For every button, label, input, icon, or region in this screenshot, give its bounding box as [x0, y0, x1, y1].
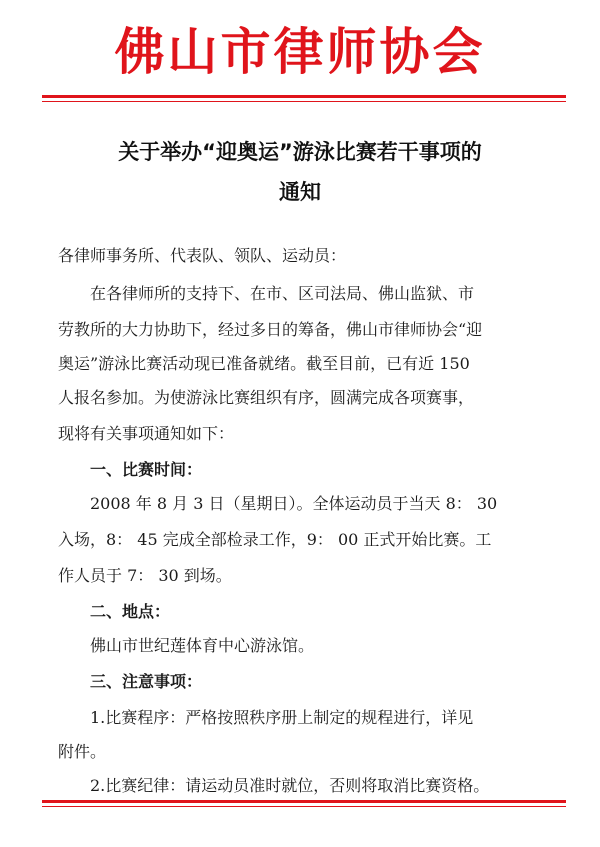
section-location-line: 佛山市世纪莲体育中心游泳馆。 — [58, 636, 315, 655]
letterhead-divider-thin — [42, 101, 566, 102]
letterhead-divider-thick — [42, 95, 566, 98]
intro-line: 奥运”游泳比赛活动现已准备就绪。截至目前，已有近 150 — [58, 354, 470, 373]
intro-line: 劳教所的大力协助下，经过多日的筹备，佛山市律师协会“迎 — [58, 320, 483, 339]
section-time-line: 入场，8： 45 完成全部检录工作，9： 00 正式开始比赛。工 — [58, 530, 492, 549]
salutation: 各律师事务所、代表队、领队、运动员： — [58, 246, 347, 265]
document-title-line-2: 通知 — [279, 180, 321, 204]
footer-divider-thick — [42, 800, 566, 803]
section-heading-location: 二、地点： — [58, 602, 171, 621]
section-heading-notes: 三、注意事项： — [58, 672, 203, 691]
letterhead-org-name: 佛山市律师协会 — [114, 23, 486, 81]
footer-divider-thin — [42, 806, 566, 807]
intro-line: 现将有关事项通知如下： — [58, 424, 235, 443]
intro-line: 在各律师所的支持下、在市、区司法局、佛山监狱、市 — [58, 284, 475, 303]
document-title-line-1: 关于举办“迎奥运”游泳比赛若干事项的 — [118, 140, 482, 164]
section-heading-time: 一、比赛时间： — [58, 460, 203, 479]
intro-line: 人报名参加。为使游泳比赛组织有序，圆满完成各项赛事， — [58, 388, 475, 407]
section-notes-line: 1.比赛程序：严格按照秩序册上制定的规程进行，详见 — [58, 708, 474, 727]
section-notes-line: 2.比赛纪律：请运动员准时就位，否则将取消比赛资格。 — [58, 776, 490, 795]
section-notes-line: 附件。 — [58, 742, 107, 761]
section-time-line: 2008 年 8 月 3 日（星期日）。全体运动员于当天 8： 30 — [58, 494, 498, 513]
section-time-line: 作人员于 7： 30 到场。 — [58, 566, 232, 585]
